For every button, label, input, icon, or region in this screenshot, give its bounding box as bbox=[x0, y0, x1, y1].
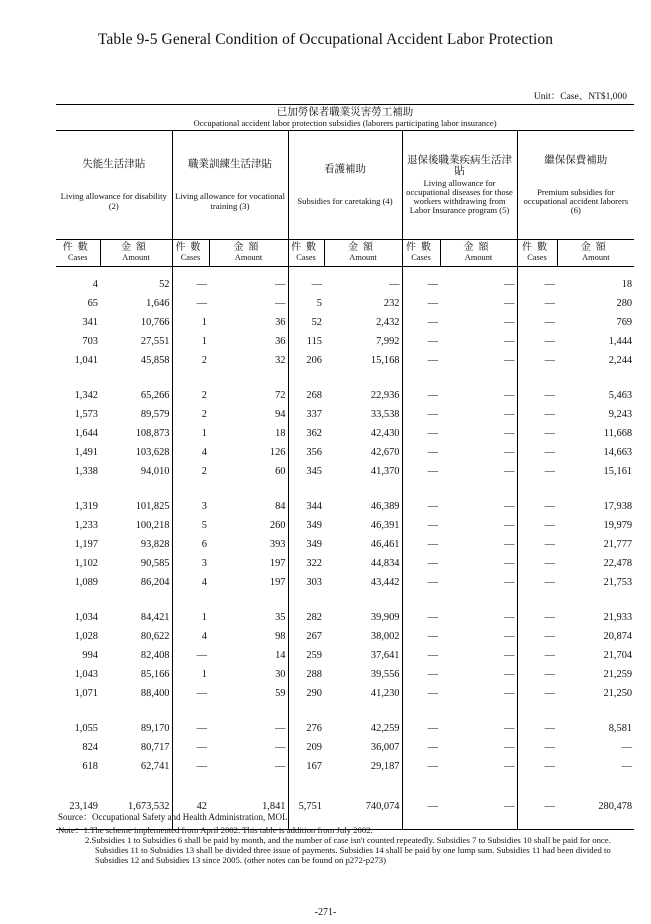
table-cell: 1,043 bbox=[74, 669, 98, 680]
table-cell: 21,259 bbox=[603, 669, 633, 680]
table-cell: 1,319 bbox=[74, 501, 98, 512]
table-cell: 8,581 bbox=[608, 723, 633, 734]
table-cell: 36 bbox=[275, 336, 286, 347]
table-cell: — bbox=[517, 313, 557, 332]
table-cell: — bbox=[288, 275, 324, 294]
table-cell: — bbox=[517, 386, 557, 405]
note-1: 1.The scheme implemented from April 2002. This table is addition from July 2002. bbox=[83, 825, 373, 835]
table-cell: 18 bbox=[275, 428, 286, 439]
group-header-row bbox=[56, 105, 634, 131]
table-cell: 345 bbox=[288, 462, 324, 481]
table-cell: — bbox=[402, 738, 440, 757]
table-cell: 15,168 bbox=[370, 355, 400, 366]
cases-header: 件數 Cases bbox=[288, 240, 324, 267]
table-cell: — bbox=[504, 800, 515, 812]
table-cell: 45,858 bbox=[140, 355, 170, 366]
table-cell: 167 bbox=[288, 757, 324, 776]
table-cell: 267 bbox=[288, 627, 324, 646]
table-cell: 703 bbox=[82, 336, 98, 347]
table-cell: 356 bbox=[288, 443, 324, 462]
amount-header: 金額 Amount bbox=[440, 240, 517, 267]
table-row bbox=[56, 351, 634, 370]
table-cell: — bbox=[402, 294, 440, 313]
table-cell: 14,663 bbox=[603, 447, 633, 458]
cases-header: 件數 Cases bbox=[517, 240, 557, 267]
table-body bbox=[56, 267, 634, 830]
table-cell: — bbox=[517, 351, 557, 370]
table-cell: 7,992 bbox=[376, 336, 400, 347]
table-cell: — bbox=[517, 608, 557, 627]
table-cell: 2 bbox=[172, 351, 209, 370]
table-cell: — bbox=[402, 535, 440, 554]
table-cell: 260 bbox=[269, 520, 286, 531]
column-header-vocational: 職業訓練生活津貼 Living allowance for vocational training (3) bbox=[172, 131, 288, 240]
table-cell: — bbox=[504, 355, 515, 366]
table-row bbox=[56, 275, 634, 294]
table-cell: 1,028 bbox=[74, 631, 98, 642]
amount-header: 金額 Amount bbox=[100, 240, 172, 267]
table-cell: — bbox=[172, 275, 209, 294]
table-cell: 824 bbox=[82, 742, 98, 753]
table-cell: 37,641 bbox=[370, 650, 400, 661]
table-cell: — bbox=[172, 294, 209, 313]
table-row bbox=[56, 462, 634, 481]
table-cell: 197 bbox=[269, 577, 286, 588]
table-cell: 19,979 bbox=[603, 520, 633, 531]
table-cell: 14 bbox=[275, 650, 286, 661]
table-cell: — bbox=[402, 443, 440, 462]
table-row bbox=[56, 554, 634, 573]
table-cell: 41,230 bbox=[370, 688, 400, 699]
table-cell: — bbox=[172, 757, 209, 776]
notes bbox=[58, 825, 638, 865]
table-cell: 11,668 bbox=[603, 428, 633, 439]
table-cell: — bbox=[389, 279, 400, 290]
table-cell: 32 bbox=[275, 355, 286, 366]
table-cell: 46,391 bbox=[370, 520, 400, 531]
table-cell: — bbox=[504, 631, 515, 642]
table-cell: 46,461 bbox=[370, 539, 400, 550]
table-cell: — bbox=[517, 646, 557, 665]
table-cell: — bbox=[504, 723, 515, 734]
table-cell: 276 bbox=[288, 719, 324, 738]
table-row bbox=[56, 535, 634, 554]
table-cell: 15,161 bbox=[603, 466, 633, 477]
table-cell: — bbox=[402, 719, 440, 738]
table-cell: — bbox=[504, 409, 515, 420]
table-cell: 5,463 bbox=[608, 390, 633, 401]
table-cell: 84 bbox=[275, 501, 286, 512]
table-cell: 282 bbox=[288, 608, 324, 627]
table-cell: — bbox=[275, 761, 286, 772]
table-cell: 4 bbox=[92, 279, 98, 290]
table-cell: — bbox=[517, 497, 557, 516]
table-cell: 100,218 bbox=[135, 520, 170, 531]
table-cell: — bbox=[517, 275, 557, 294]
note-label: Note： bbox=[58, 825, 84, 835]
table-cell: — bbox=[517, 516, 557, 535]
table-cell: — bbox=[402, 424, 440, 443]
table-cell: 209 bbox=[288, 738, 324, 757]
table-cell: — bbox=[517, 294, 557, 313]
table-cell: 1,342 bbox=[74, 390, 98, 401]
table-cell: — bbox=[275, 723, 286, 734]
table-row bbox=[56, 573, 634, 592]
table-cell: — bbox=[517, 684, 557, 703]
table-cell: 62,741 bbox=[140, 761, 170, 772]
table-cell: 72 bbox=[275, 390, 286, 401]
table-cell: 1 bbox=[172, 608, 209, 627]
table-cell: 197 bbox=[269, 558, 286, 569]
table-cell: — bbox=[517, 405, 557, 424]
table-cell: — bbox=[517, 554, 557, 573]
table-cell: 349 bbox=[288, 516, 324, 535]
table-cell: 65 bbox=[87, 298, 98, 309]
table-cell: 17,938 bbox=[603, 501, 633, 512]
table-cell: 44,834 bbox=[370, 558, 400, 569]
table-cell: 1,338 bbox=[74, 466, 98, 477]
table-cell: — bbox=[402, 665, 440, 684]
table-cell: — bbox=[402, 275, 440, 294]
table-cell: — bbox=[621, 761, 633, 772]
table-cell: 740,074 bbox=[365, 800, 400, 812]
table-cell: — bbox=[402, 608, 440, 627]
amount-header: 金額 Amount bbox=[209, 240, 288, 267]
table-cell: 52 bbox=[288, 313, 324, 332]
table-cell: — bbox=[402, 332, 440, 351]
table-cell: — bbox=[275, 298, 286, 309]
table-cell: 18 bbox=[621, 279, 633, 290]
table-cell: 1 bbox=[172, 424, 209, 443]
table-cell: 5,751 bbox=[288, 792, 324, 820]
table-cell: — bbox=[172, 738, 209, 757]
table-cell: — bbox=[402, 554, 440, 573]
table-cell: 1,041 bbox=[74, 355, 98, 366]
table-cell: — bbox=[504, 612, 515, 623]
table-cell: 3 bbox=[172, 554, 209, 573]
table-cell: — bbox=[504, 520, 515, 531]
table-cell: 21,777 bbox=[603, 539, 633, 550]
table-cell: — bbox=[504, 688, 515, 699]
table-cell: 344 bbox=[288, 497, 324, 516]
table-row bbox=[56, 627, 634, 646]
table-cell: — bbox=[517, 719, 557, 738]
table-cell: 280,478 bbox=[598, 800, 633, 812]
table-row bbox=[56, 443, 634, 462]
table-cell: 89,579 bbox=[140, 409, 170, 420]
table-cell: 322 bbox=[288, 554, 324, 573]
table-row bbox=[56, 738, 634, 757]
table-cell: — bbox=[504, 650, 515, 661]
table-cell: — bbox=[504, 390, 515, 401]
table-cell: 206 bbox=[288, 351, 324, 370]
table-cell: 30 bbox=[275, 669, 286, 680]
table-row bbox=[56, 386, 634, 405]
table-cell: 42,259 bbox=[370, 723, 400, 734]
table-cell: — bbox=[504, 336, 515, 347]
table-row bbox=[56, 405, 634, 424]
table-cell: — bbox=[504, 317, 515, 328]
table-cell: 90,585 bbox=[140, 558, 170, 569]
data-table bbox=[56, 104, 634, 830]
table-cell: 22,478 bbox=[603, 558, 633, 569]
table-cell: 280 bbox=[616, 298, 633, 309]
table-cell: — bbox=[517, 573, 557, 592]
table-row bbox=[56, 332, 634, 351]
table-cell: 1,573 bbox=[74, 409, 98, 420]
table-cell: 5 bbox=[288, 294, 324, 313]
table-cell: 21,933 bbox=[603, 612, 633, 623]
table-cell: — bbox=[402, 646, 440, 665]
table-cell: — bbox=[504, 539, 515, 550]
table-cell: 82,408 bbox=[140, 650, 170, 661]
table-cell: 1,034 bbox=[74, 612, 98, 623]
table-cell: — bbox=[402, 497, 440, 516]
table-cell: 42,430 bbox=[370, 428, 400, 439]
cases-header: 件數 Cases bbox=[56, 240, 100, 267]
table-row bbox=[56, 684, 634, 703]
table-cell: 33,538 bbox=[370, 409, 400, 420]
table-cell: 290 bbox=[288, 684, 324, 703]
table-row bbox=[56, 665, 634, 684]
table-cell: 1,233 bbox=[74, 520, 98, 531]
table-cell: 2 bbox=[172, 405, 209, 424]
table-cell: 618 bbox=[82, 761, 98, 772]
table-cell: 1,673,532 bbox=[127, 800, 170, 812]
table-cell: 21,704 bbox=[603, 650, 633, 661]
table-cell: 27,551 bbox=[140, 336, 170, 347]
table-cell: 3 bbox=[172, 497, 209, 516]
table-cell: — bbox=[402, 516, 440, 535]
table-cell: 4 bbox=[172, 573, 209, 592]
table-cell: 2,432 bbox=[376, 317, 400, 328]
table-cell: — bbox=[504, 742, 515, 753]
table-cell: 1 bbox=[172, 313, 209, 332]
table-cell: 85,166 bbox=[140, 669, 170, 680]
table-cell: 93,828 bbox=[140, 539, 170, 550]
group-header-en: Occupational accident labor protection subsidies (laborers participating labor insurance) bbox=[193, 117, 497, 128]
table-row bbox=[56, 424, 634, 443]
table-cell: — bbox=[504, 447, 515, 458]
table-cell: — bbox=[517, 792, 557, 820]
table-cell: 21,753 bbox=[603, 577, 633, 588]
table-cell: 42 bbox=[172, 792, 209, 820]
table-cell: 10,766 bbox=[140, 317, 170, 328]
table-cell: 36 bbox=[275, 317, 286, 328]
table-cell: 22,936 bbox=[370, 390, 400, 401]
table-cell: — bbox=[517, 332, 557, 351]
table-cell: 46,389 bbox=[370, 501, 400, 512]
table-cell: — bbox=[504, 428, 515, 439]
table-cell: 35 bbox=[275, 612, 286, 623]
table-cell: 94,010 bbox=[140, 466, 170, 477]
table-cell: 1,089 bbox=[74, 577, 98, 588]
table-cell: — bbox=[402, 313, 440, 332]
group-header-zh: 已加勞保者職業災害勞工補助 bbox=[276, 107, 414, 119]
table-cell: 268 bbox=[288, 386, 324, 405]
table-cell: — bbox=[402, 627, 440, 646]
table-row bbox=[56, 608, 634, 627]
table-cell: 994 bbox=[82, 650, 98, 661]
table-cell: — bbox=[504, 501, 515, 512]
table-cell: 89,170 bbox=[140, 723, 170, 734]
table-cell: — bbox=[504, 761, 515, 772]
table-cell: — bbox=[517, 424, 557, 443]
page-number: -271- bbox=[314, 907, 337, 918]
table-cell: 42,670 bbox=[370, 447, 400, 458]
table-row bbox=[56, 294, 634, 313]
table-cell: 1,071 bbox=[74, 688, 98, 699]
table-cell: 5 bbox=[172, 516, 209, 535]
cases-header: 件數 Cases bbox=[172, 240, 209, 267]
table-cell: 6 bbox=[172, 535, 209, 554]
amount-header: 金額 Amount bbox=[557, 240, 634, 267]
table-cell: — bbox=[504, 669, 515, 680]
table-cell: 39,909 bbox=[370, 612, 400, 623]
table-cell: 303 bbox=[288, 573, 324, 592]
column-header-caretaking: 看護補助 Subsidies for caretaking (4) bbox=[288, 131, 402, 240]
page-title: Table 9-5 General Condition of Occupational Accident Labor Protection bbox=[97, 31, 554, 48]
table-cell: — bbox=[621, 742, 633, 753]
table-cell: — bbox=[517, 665, 557, 684]
table-cell: 98 bbox=[275, 631, 286, 642]
table-cell: 362 bbox=[288, 424, 324, 443]
table-cell: 9,243 bbox=[608, 409, 633, 420]
column-header-premium: 繼保保費補助 Premium subsidies for occupational accident laborers (6) bbox=[517, 131, 634, 240]
table-cell: 1,197 bbox=[74, 539, 98, 550]
table-cell: — bbox=[504, 558, 515, 569]
table-cell: 4 bbox=[172, 627, 209, 646]
table-cell: 1,055 bbox=[74, 723, 98, 734]
table-cell: — bbox=[402, 573, 440, 592]
table-cell: 2 bbox=[172, 386, 209, 405]
table-cell: — bbox=[402, 462, 440, 481]
table-cell: 2 bbox=[172, 462, 209, 481]
table-row bbox=[56, 757, 634, 776]
table-cell: — bbox=[504, 466, 515, 477]
table-cell: — bbox=[517, 757, 557, 776]
table-cell: — bbox=[517, 738, 557, 757]
table-cell: 80,717 bbox=[140, 742, 170, 753]
table-cell: 23,149 bbox=[69, 800, 98, 812]
table-cell: 1,444 bbox=[608, 336, 633, 347]
note-2: 2.Subsidies 1 to Subsidies 6 shall be paid by month, and the number of case isn't counted repeatedly. Subsidies 7 to Subsidies 10 shall be paid for once. Subsidies 11 to Subsidies 13 shall be divided three issue of payments. Subsidies 14 shall be paid by one lump sum. Subsidies 11 had been divided to Subsidies 12 and Subsidies 13 since 2005. (other notes can be found on p272-p273) bbox=[85, 835, 611, 865]
table-cell: 80,622 bbox=[140, 631, 170, 642]
table-cell: 126 bbox=[269, 447, 286, 458]
table-cell: 288 bbox=[288, 665, 324, 684]
table-cell: 1 bbox=[172, 332, 209, 351]
table-cell: 65,266 bbox=[140, 390, 170, 401]
table-cell: 60 bbox=[275, 466, 286, 477]
table-cell: 1,646 bbox=[146, 298, 170, 309]
table-cell: 259 bbox=[288, 646, 324, 665]
table-cell: — bbox=[402, 351, 440, 370]
table-cell: 20,874 bbox=[603, 631, 633, 642]
table-cell: 393 bbox=[269, 539, 286, 550]
subheader-row bbox=[56, 240, 634, 267]
table-cell: 38,002 bbox=[370, 631, 400, 642]
table-cell: — bbox=[402, 792, 440, 820]
table-cell: 349 bbox=[288, 535, 324, 554]
table-cell: 52 bbox=[159, 279, 170, 290]
table-cell: 29,187 bbox=[370, 761, 400, 772]
table-cell: 108,873 bbox=[135, 428, 170, 439]
table-cell: 2,244 bbox=[608, 355, 633, 366]
table-cell: — bbox=[275, 279, 286, 290]
table-cell: 4 bbox=[172, 443, 209, 462]
column-header-row bbox=[56, 131, 634, 240]
table-cell: 1,102 bbox=[74, 558, 98, 569]
table-cell: 1,644 bbox=[74, 428, 98, 439]
table-cell: — bbox=[504, 279, 515, 290]
cases-header: 件數 Cases bbox=[402, 240, 440, 267]
table-cell: — bbox=[517, 443, 557, 462]
table-cell: — bbox=[504, 577, 515, 588]
table-cell: 103,628 bbox=[135, 447, 170, 458]
column-header-disability: 失能生活津貼 Living allowance for disability (2) bbox=[56, 131, 172, 240]
table-cell: 1,841 bbox=[262, 800, 286, 812]
table-cell: 341 bbox=[82, 317, 98, 328]
table-row bbox=[56, 516, 634, 535]
unit-label: Unit：Case、NT$1,000 bbox=[533, 92, 627, 102]
table-cell: 39,556 bbox=[370, 669, 400, 680]
table-cell: — bbox=[275, 742, 286, 753]
table-cell: 84,421 bbox=[140, 612, 170, 623]
table-cell: — bbox=[172, 646, 209, 665]
table-cell: 1,491 bbox=[74, 447, 98, 458]
table-cell: 101,825 bbox=[135, 501, 170, 512]
table-cell: 86,204 bbox=[140, 577, 170, 588]
amount-header: 金額 Amount bbox=[324, 240, 402, 267]
table-cell: 94 bbox=[275, 409, 286, 420]
table-row bbox=[56, 313, 634, 332]
table-cell: — bbox=[172, 719, 209, 738]
table-cell: 232 bbox=[383, 298, 400, 309]
column-header-diseases: 退保後職業疾病生活津貼 Living allowance for occupational diseases for those workers withdrawing from Labor Insurance program (5) bbox=[402, 131, 517, 240]
table-cell: — bbox=[172, 684, 209, 703]
table-cell: 88,400 bbox=[140, 688, 170, 699]
table-cell: — bbox=[402, 405, 440, 424]
source-note: Source：Occupational Safety and Health Administration, MOL. bbox=[58, 812, 290, 822]
table-cell: — bbox=[504, 298, 515, 309]
table-row bbox=[56, 646, 634, 665]
table-cell: 41,370 bbox=[370, 466, 400, 477]
table-row bbox=[56, 719, 634, 738]
table-cell: — bbox=[517, 535, 557, 554]
table-cell: 36,007 bbox=[370, 742, 400, 753]
table-cell: — bbox=[402, 757, 440, 776]
table-cell: — bbox=[402, 386, 440, 405]
table-cell: 43,442 bbox=[370, 577, 400, 588]
table-cell: — bbox=[517, 462, 557, 481]
table-cell: 21,250 bbox=[603, 688, 633, 699]
table-cell: — bbox=[517, 627, 557, 646]
table-row bbox=[56, 497, 634, 516]
table-cell: 337 bbox=[288, 405, 324, 424]
table-cell: 1 bbox=[172, 665, 209, 684]
table-cell: 115 bbox=[288, 332, 324, 351]
table-cell: — bbox=[402, 684, 440, 703]
table-cell: 59 bbox=[275, 688, 286, 699]
table-cell: 769 bbox=[616, 317, 633, 328]
